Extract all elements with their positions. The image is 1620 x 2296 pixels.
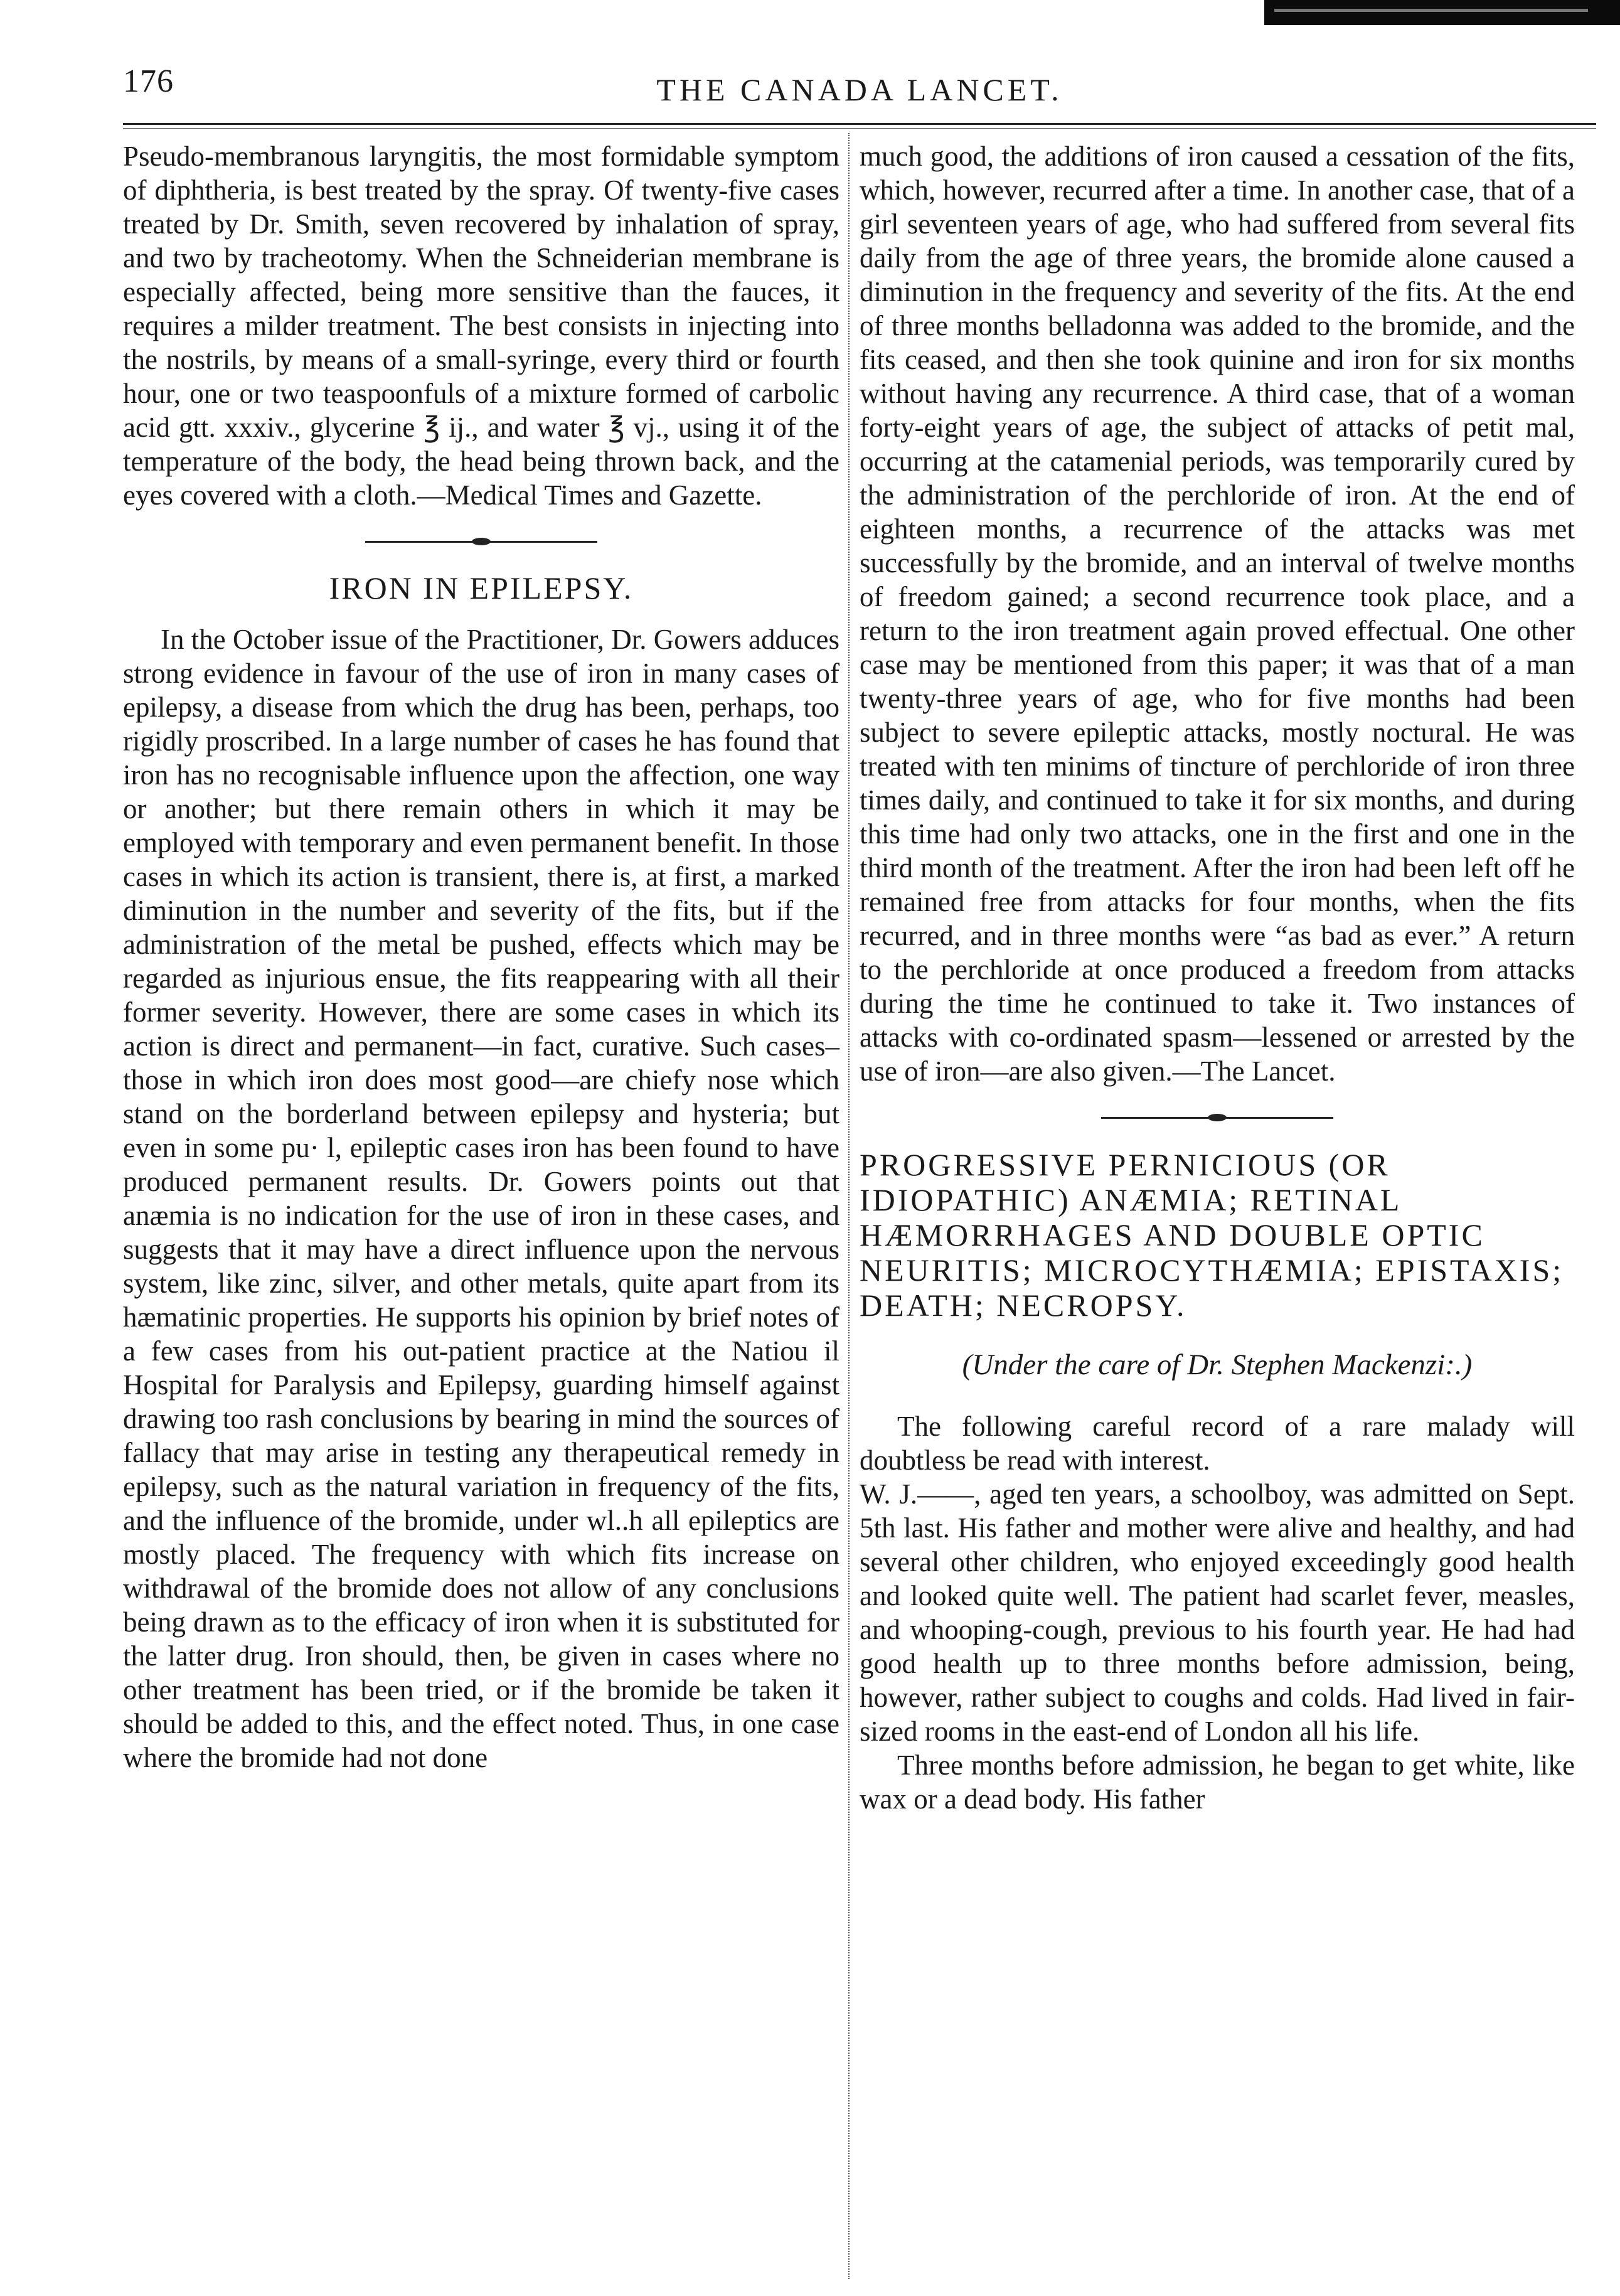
running-title: THE CANADA LANCET.	[656, 72, 1063, 107]
case-history-paragraph: W. J.——, aged ten years, a schoolboy, was admitted on Sept. 5th last. His father and mother were alive and healthy, and had several other children, who enjoyed exceedingly good health and looked quite well. The patient had scarlet fever, measles, and whooping-cough, previous to his fourth year. He had had good health up to three months before admission, being, however, rather subject to coughs and colds. Had lived in fair-sized rooms in the east-end of London all his life.	[860, 1478, 1575, 1747]
iron-cases-paragraph: much good, the additions of iron caused a cessation of the fits, which, however, recurred after a time. In another case, that of a girl seventeen years of age, who had suffered from several fits daily from the age of three years, the bromide alone caused a diminution in the frequency and severity of the fits. At the end of three months belladonna was added to the bromide, and the fits ceased, and then she took quinine and iron for six months without having any recurrence. A third case, that of a woman forty-eight years of age, the subject of attacks of petit mal, occurring at the catamenial periods, was temporarily cured by the administration of the perchloride of iron. At the end of eighteen months, a recurrence of the attacks was met successfully by the bromide, and an interval of twelve months of freedom gained; a second recurrence took place, and a return to the iron treatment again proved effectual. One other case may be mentioned from this paper; it was that of a man twenty-three years of age, who for five months had been subject to severe epileptic attacks, mostly noctural. He was treated with ten minims of tincture of perchloride of iron three times daily, and continued to take it for six months, and during this time had only two attacks, one in the first and one in the third month of the treatment. After the iron had been left off he remained free from attacks for four months, when the fits recurred, and in three months were “as bad as ever.” A return to the perchloride at once produced a freedom from attacks during the time he continued to take it. Two instances of attacks with co-ordinated spasm—lessened or arrested by the use of iron—are also given.—The Lancet.	[860, 141, 1575, 1087]
case-intro-paragraph: The following careful record of a rare malady will doubtless be read with interest.	[860, 1411, 1575, 1476]
iron-in-epilepsy-title: IRON IN EPILEPSY.	[329, 570, 634, 606]
header-rule	[123, 123, 1596, 129]
article-byline: (Under the care of Dr. Stephen Mackenzi:.)	[962, 1348, 1473, 1381]
page-number: 176	[123, 63, 174, 99]
diphtheria-spray-paragraph: Pseudo-membranous laryngitis, the most formidable symptom of diphtheria, is best treated by the spray. Of twenty-five cases treated by Dr. Smith, seven recovered by inhalation of spray, and two by tracheotomy. When the Schneiderian membrane is especially affected, being more sensitive than the fauces, it requires a milder treatment. The best consists in injecting into the nostrils, by means of a small-syringe, every third or fourth hour, one or two teaspoonfuls of a mixture formed of carbolic acid gtt. xxxiv., glycerine ℥ ij., and water ℥ vj., using it of the temperature of the body, the head being thrown back, and the eyes covered with a cloth.—Medical Times and Gazette.	[123, 141, 839, 511]
page-header	[123, 58, 1596, 114]
section-ornament	[1101, 1113, 1333, 1122]
anaemia-article-title: PROGRESSIVE PERNICIOUS (OR IDIOPATHIC) ANÆMIA; RETINAL HÆMORRHAGES AND DOUBLE OPTIC NEURITIS; MICROCYTHÆMIA; EPISTAXIS; DEATH; NECROPSY.	[860, 1147, 1564, 1323]
left-column	[123, 139, 839, 1775]
column-divider	[848, 133, 850, 2279]
right-column	[860, 139, 1575, 1816]
section-ornament	[365, 537, 597, 546]
scan-corner-mark	[1264, 0, 1620, 25]
iron-in-epilepsy-paragraph: In the October issue of the Practitioner, Dr. Gowers adduces strong evidence in favour of the use of iron in many cases of epilepsy, a disease from which the drug has been, perhaps, too rigidly proscribed. In a large number of cases he has found that iron has no recognisable influence upon the affection, one way or another; but there remain others in which it may be employed with temporary and even permanent benefit. In those cases in which its action is transient, there is, at first, a marked diminution in the number and severity of the fits, but if the administration of the metal be pushed, effects which may be regarded as injurious ensue, the fits reappearing with all their former severity. However, there are some cases in which its action is direct and permanent—in fact, curative. Such cases– those in which iron does most good—are chiefy nose which stand on the borderland between epilepsy and hysteria; but even in some pu· l, epileptic cases iron has been found to have produced permanent results. Dr. Gowers points out that anæmia is no indication for the use of iron in these cases, and suggests that it may have a direct influence upon the nervous system, like zinc, silver, and other metals, quite apart from its hæmatinic properties. He supports his opinion by brief notes of a few cases from his out-patient practice at the Natiou il Hospital for Paralysis and Epilepsy, guarding himself against drawing too rash conclusions by bearing in mind the sources of fallacy that may arise in testing any therapeutical remedy in epilepsy, such as the natural variation in frequency of the fits, and the influence of the bromide, under wl..h all epileptics are mostly placed. The frequency with which fits increase on withdrawal of the bromide does not allow of any conclusions being drawn as to the efficacy of iron when it is substituted for the latter drug. Iron should, then, be given in cases where no other treatment has been tried, or if the bromide be taken it should be added to this, and the effect noted. Thus, in one case where the bromide had not done	[123, 624, 839, 1773]
case-onset-paragraph: Three months before admission, he began to get white, like wax or a dead body. His father	[860, 1749, 1575, 1815]
